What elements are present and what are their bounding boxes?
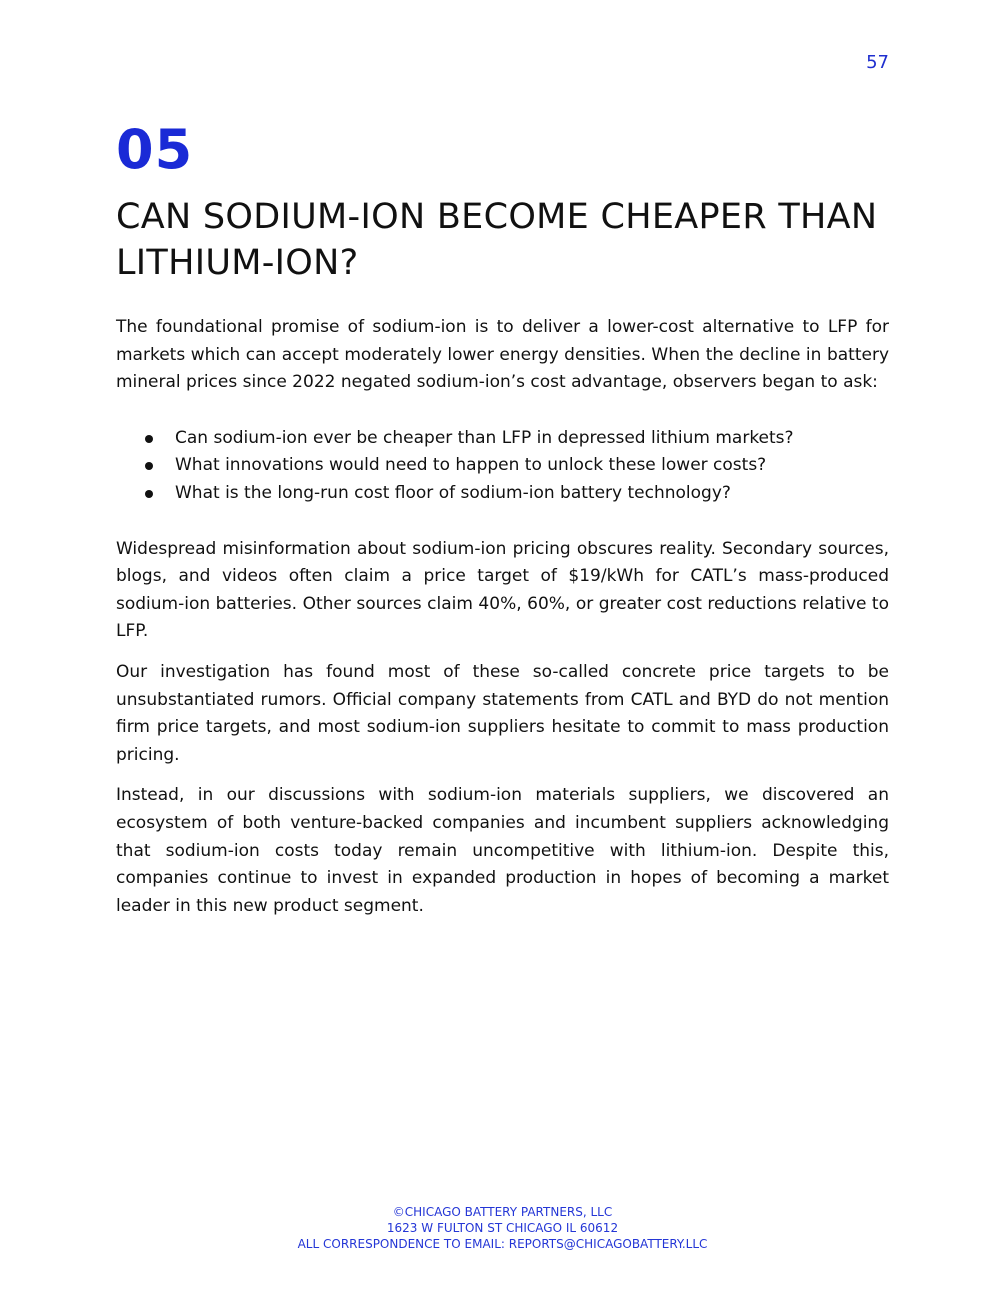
list-item bbox=[175, 480, 889, 508]
list-item-text: Can sodium-ion ever be cheaper than LFP in depressed lithium markets? bbox=[175, 427, 794, 448]
intro-paragraph: The foundational promise of sodium-ion is to deliver a lower-cost alternative to LFP for markets which can accept moderately lower energy densities. When the decline in battery mineral prices since 2022 negated sodium-ion’s cost advantage, observers began to ask: bbox=[116, 317, 889, 393]
page-footer bbox=[0, 1204, 1005, 1252]
chapter-title: CAN SODIUM-ION BECOME CHEAPER THAN LITHIUM-ION? bbox=[116, 197, 878, 283]
bullet-icon bbox=[145, 435, 153, 443]
bullet-icon bbox=[145, 462, 153, 470]
list-item bbox=[175, 452, 889, 480]
body-text bbox=[116, 314, 889, 933]
investigation-paragraph: Our investigation has found most of these so-called concrete price targets to be unsubstantiated rumors. Official company statements from CATL and BYD do not mention firm price targets, and most sodium-ion suppliers hesitate to commit to mass production pricing. bbox=[116, 661, 889, 765]
list-item-text: What innovations would need to happen to unlock these lower costs? bbox=[175, 455, 767, 476]
list-item bbox=[175, 425, 889, 453]
footer-company: ©CHICAGO BATTERY PARTNERS, LLC bbox=[392, 1205, 613, 1219]
misinformation-paragraph: Widespread misinformation about sodium-ion pricing obscures reality. Secondary sources, blogs, and videos often claim a price target of $19/kWh for CATL’s mass-produced sodium-ion batteries. Other sources claim 40%, 60%, or greater cost reductions relative to LFP. bbox=[116, 538, 889, 642]
bullet-icon bbox=[145, 490, 153, 498]
chapter-number: 05 bbox=[116, 118, 194, 181]
footer-address: 1623 W FULTON ST CHICAGO IL 60612 bbox=[386, 1221, 619, 1235]
footer-contact: ALL CORRESPONDENCE TO EMAIL: REPORTS@CHICAGOBATTERY.LLC bbox=[297, 1237, 708, 1251]
question-list bbox=[116, 425, 889, 508]
list-item-text: What is the long-run cost floor of sodium-ion battery technology? bbox=[175, 482, 731, 503]
suppliers-paragraph: Instead, in our discussions with sodium-ion materials suppliers, we discovered an ecosystem of both venture-backed companies and incumbent suppliers acknowledging that sodium-ion costs today remain uncompetitive with lithium-ion. Despite this, companies continue to invest in expanded production in hopes of becoming a market leader in this new product segment. bbox=[116, 785, 889, 916]
page-number: 57 bbox=[866, 52, 889, 73]
